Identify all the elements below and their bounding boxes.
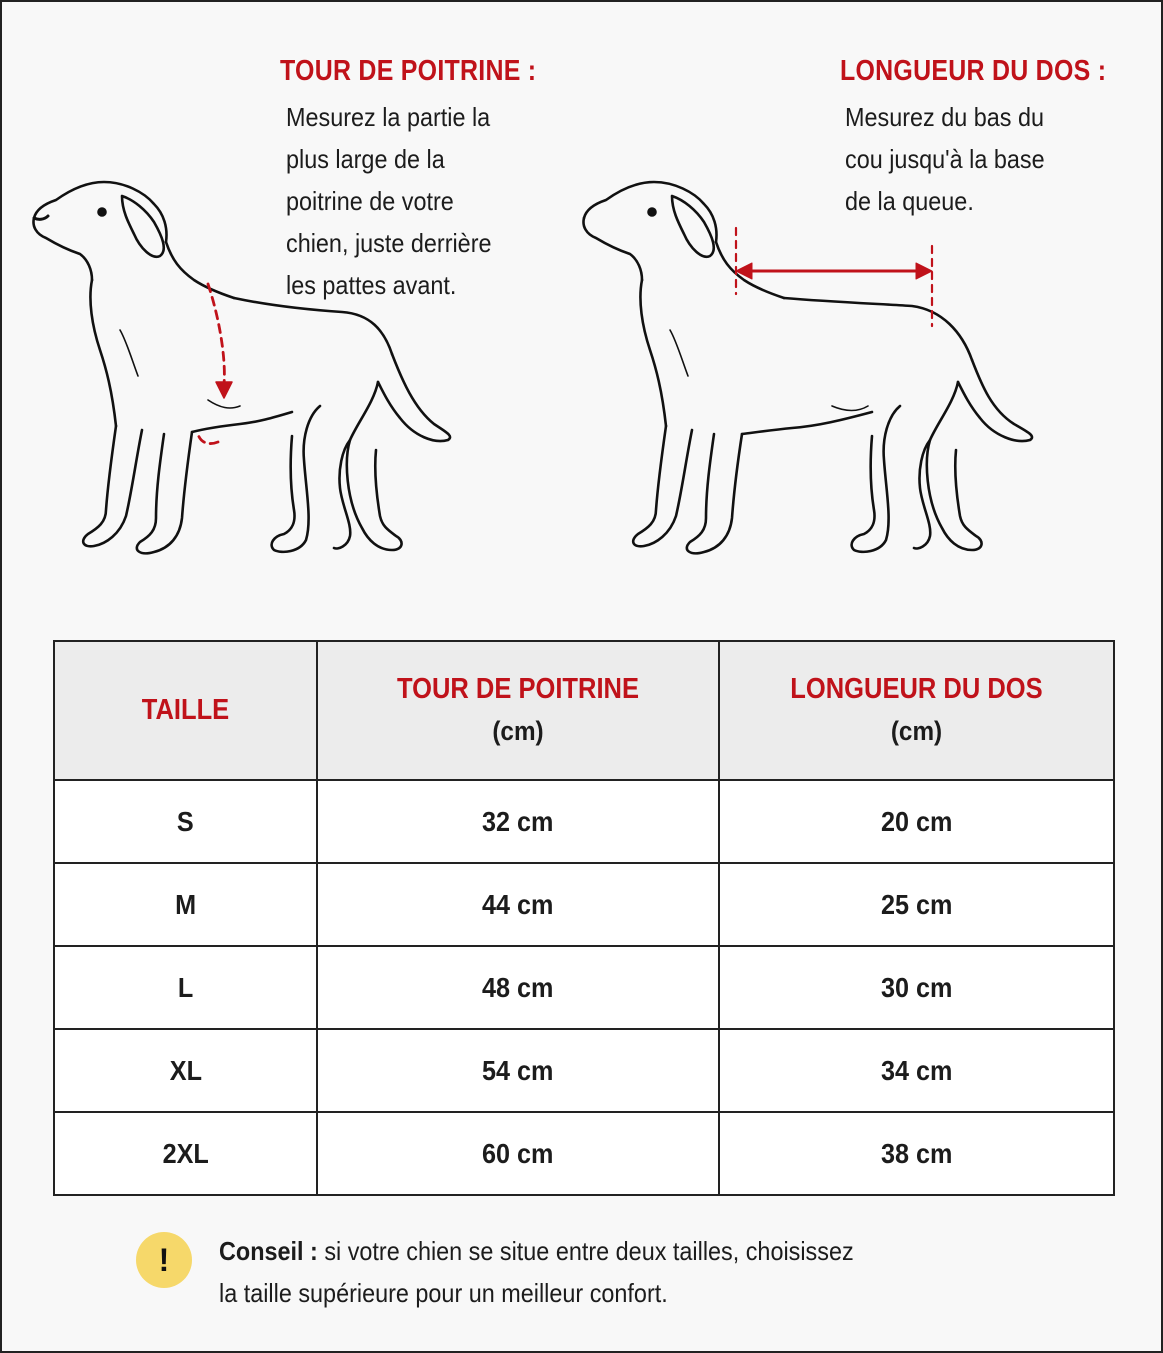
size-cell: S xyxy=(54,780,317,863)
table-row xyxy=(54,863,1114,946)
tip-line-1 xyxy=(219,1230,854,1272)
tip-box xyxy=(136,1230,1036,1330)
chest-cell: 44 cm xyxy=(317,863,719,946)
dog-outline xyxy=(584,182,1033,553)
chest-line: poitrine de votre xyxy=(286,186,454,216)
size-cell: M xyxy=(54,863,317,946)
chest-cell: 60 cm xyxy=(317,1112,719,1195)
tip-text xyxy=(219,1230,854,1314)
chest-cell: 54 cm xyxy=(317,1029,719,1112)
dog-back-illustration xyxy=(572,170,1052,580)
header-size: TAILLE xyxy=(54,641,317,780)
chest-heading: TOUR DE POITRINE : xyxy=(280,55,537,87)
size-cell: 2XL xyxy=(54,1112,317,1195)
header-back: LONGUEUR DU DOS (cm) xyxy=(719,641,1114,780)
back-cell: 30 cm xyxy=(719,946,1114,1029)
chest-measure-arrow xyxy=(198,284,224,444)
back-description xyxy=(845,96,1045,222)
back-line: de la queue. xyxy=(845,186,974,216)
header-chest: TOUR DE POITRINE (cm) xyxy=(317,641,719,780)
back-cell: 38 cm xyxy=(719,1112,1114,1195)
back-line: cou jusqu'à la base xyxy=(845,144,1045,174)
back-cell: 25 cm xyxy=(719,863,1114,946)
table-row xyxy=(54,1112,1114,1195)
table-row xyxy=(54,780,1114,863)
back-cell: 20 cm xyxy=(719,780,1114,863)
chest-line: chien, juste derrière xyxy=(286,228,492,258)
back-length-arrow xyxy=(736,263,932,279)
size-table xyxy=(53,640,1115,1196)
table-header-row xyxy=(54,641,1114,780)
chest-line: les pattes avant. xyxy=(286,270,457,300)
chest-cell: 32 cm xyxy=(317,780,719,863)
back-heading: LONGUEUR DU DOS : xyxy=(840,55,1107,87)
table-row xyxy=(54,1029,1114,1112)
table-row xyxy=(54,946,1114,1029)
size-cell: L xyxy=(54,946,317,1029)
back-cell: 34 cm xyxy=(719,1029,1114,1112)
tip-label: Conseil : xyxy=(219,1236,318,1266)
chest-line: Mesurez la partie la xyxy=(286,102,491,132)
back-line: Mesurez du bas du xyxy=(845,102,1045,132)
chest-description xyxy=(286,96,492,306)
tip-line-2: la taille supérieure pour un meilleur confort. xyxy=(219,1278,668,1308)
chest-arrow-head xyxy=(216,382,232,398)
tip-line-1-text: si votre chien se situe entre deux tailles, choisissez xyxy=(317,1236,854,1266)
back-length-markers xyxy=(736,228,932,326)
size-cell: XL xyxy=(54,1029,317,1112)
chest-line: plus large de la xyxy=(286,144,445,174)
chest-cell: 48 cm xyxy=(317,946,719,1029)
exclamation-icon: ! xyxy=(136,1232,192,1288)
